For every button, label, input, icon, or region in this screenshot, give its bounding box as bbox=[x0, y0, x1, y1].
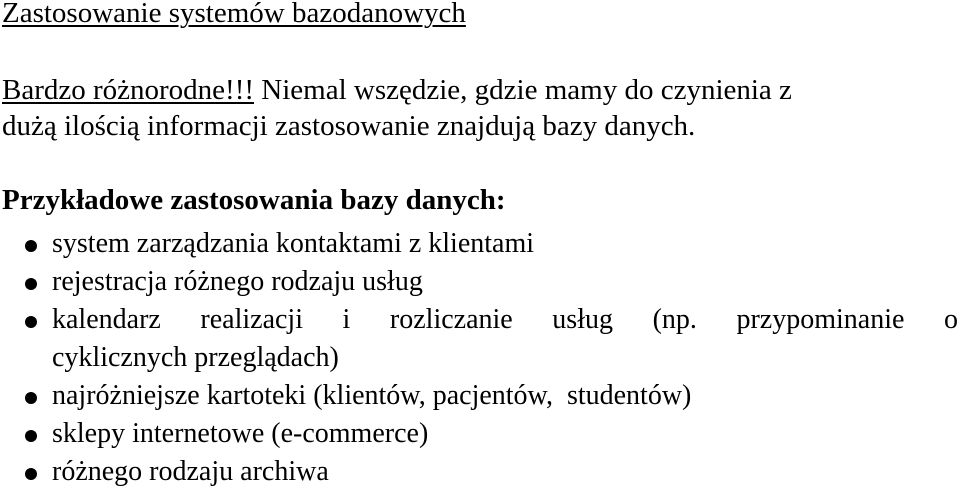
page-title-text: Zastosowanie systemów bazodanowych bbox=[2, 0, 466, 29]
intro-line2: dużą ilością informacji zastosowanie znajdują bazy danych. bbox=[2, 110, 696, 142]
examples-list bbox=[0, 225, 960, 491]
list-item-text: różnego rodzaju archiwa bbox=[52, 456, 329, 487]
intro-paragraph bbox=[2, 72, 956, 144]
bullet-icon bbox=[25, 278, 37, 290]
list-item-continuation: cyklicznych przeglądach) bbox=[52, 342, 339, 373]
list-item bbox=[0, 263, 960, 301]
list-item-text: rejestracja różnego rodzaju usług bbox=[52, 266, 423, 297]
list-item bbox=[0, 301, 960, 377]
list-item-text: najróżniejsze kartoteki (klientów, pacjentów, studentów) bbox=[52, 380, 692, 411]
page-title bbox=[2, 0, 466, 30]
list-item-text: sklepy internetowe (e-commerce) bbox=[52, 418, 429, 449]
bullet-icon bbox=[25, 468, 37, 480]
list-item bbox=[0, 225, 960, 263]
list-item-text: kalendarz realizacji i rozliczanie usług (np. przypominanie o bbox=[52, 304, 958, 335]
list-item bbox=[0, 453, 960, 491]
list-item-text: system zarządzania kontaktami z klientami bbox=[52, 228, 535, 259]
bullet-icon bbox=[25, 316, 37, 328]
intro-lead: Bardzo różnorodne!!! bbox=[2, 74, 255, 106]
bullet-icon bbox=[25, 430, 37, 442]
list-item bbox=[0, 377, 960, 415]
list-item bbox=[0, 415, 960, 453]
bullet-icon bbox=[25, 240, 37, 252]
intro-line1-rest: Niemal wszędzie, gdzie mamy do czynienia z bbox=[254, 74, 792, 106]
bullet-icon bbox=[25, 392, 37, 404]
examples-heading: Przykładowe zastosowania bazy danych: bbox=[2, 184, 506, 216]
